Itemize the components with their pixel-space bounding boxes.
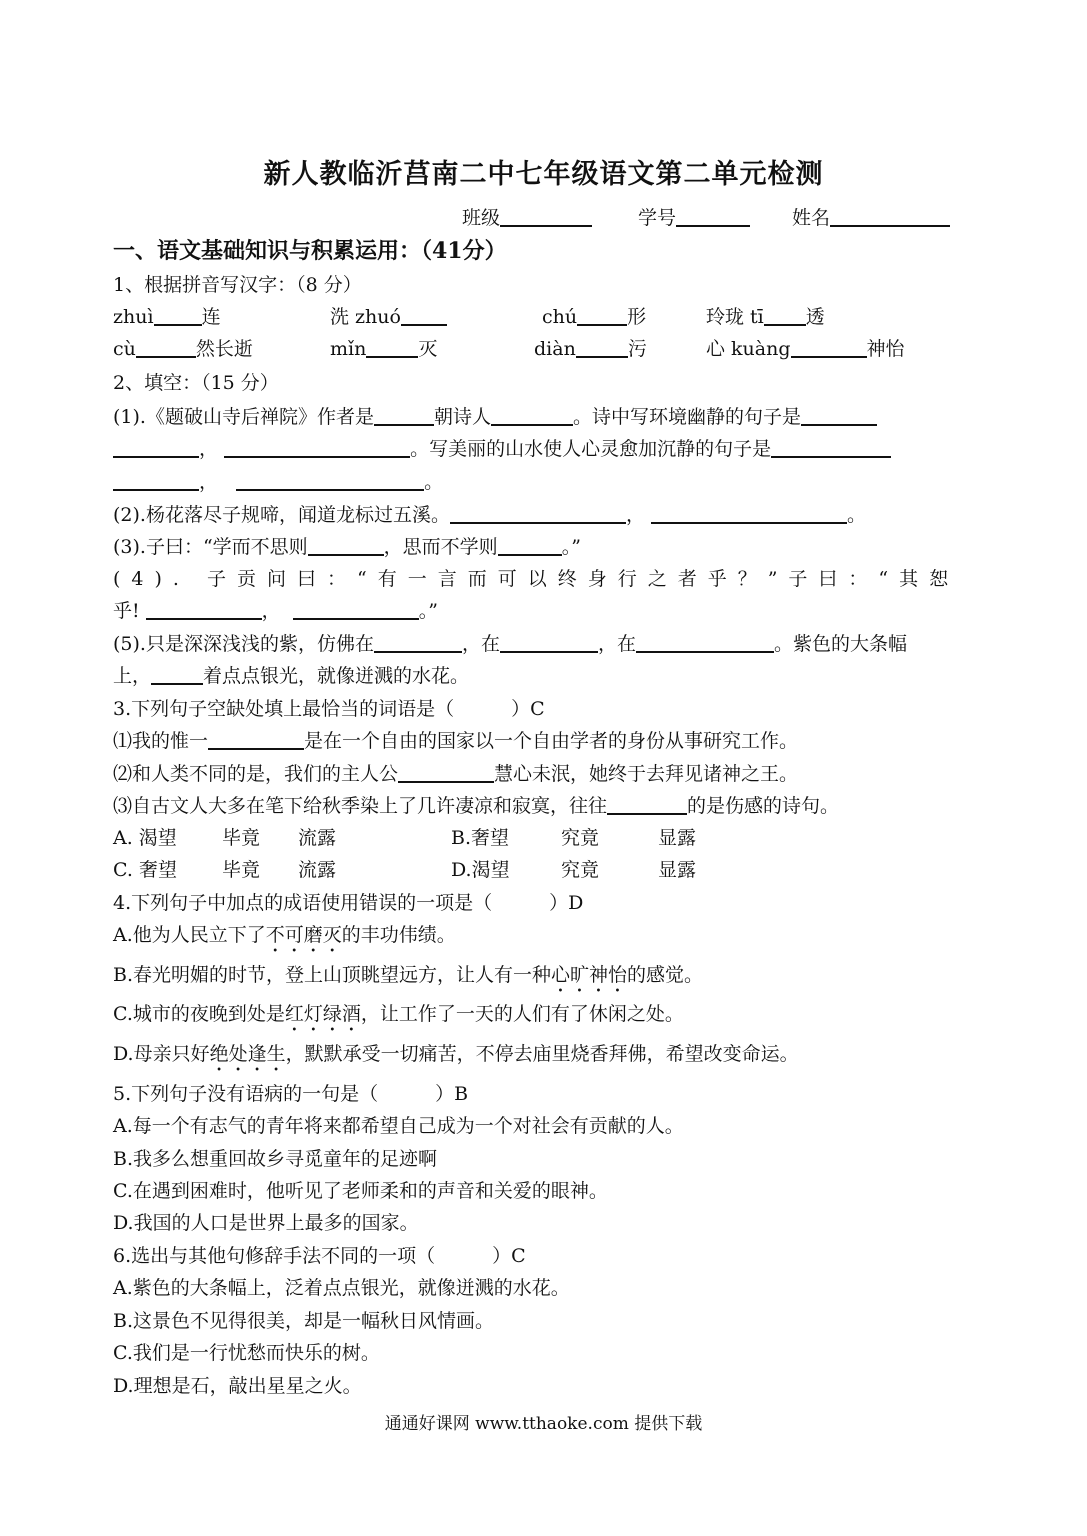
- q2-item-5-cont: 上， 着点点银光，就像迸溅的水花。: [113, 665, 470, 687]
- q2-item-3: (3).子曰：“学而不思则 ，思而不学则 。”: [113, 536, 581, 558]
- answer-blank[interactable]: [771, 436, 891, 458]
- answer-blank[interactable]: [154, 304, 202, 326]
- answer-blank[interactable]: [224, 436, 410, 458]
- q5-option-a: A.每一个有志气的青年将来都希望自己成为一个对社会有贡献的人。: [113, 1115, 684, 1137]
- q1-item: chú 形: [542, 306, 647, 328]
- q3-option-c-word: 毕竟: [222, 859, 261, 881]
- q3-option-d: D.渴望: [451, 859, 510, 881]
- q2-item-5: (5).只是深深浅浅的紫，仿佛在 ，在 ，在 。紫色的大条幅: [113, 633, 908, 655]
- q1-item: 玲珑 tī 透: [706, 306, 825, 328]
- section-heading: 一、语文基础知识与积累运用：（41分）: [113, 238, 507, 264]
- q4-option-c: C.城市的夜晚到处是红灯绿酒，让工作了一天的人们有了休闲之处。: [113, 1003, 684, 1025]
- q2-item-1: (1).《题破山寺后禅院》作者是 朝诗人 。诗中写环境幽静的句子是: [113, 404, 877, 430]
- q4-option-d: D.母亲只好绝处逢生，默默承受一切痛苦，不停去庙里烧香拜佛，希望改变命运。: [113, 1043, 799, 1065]
- q2-item-2: (2).杨花落尽子规啼，闻道龙标过五溪。 ， 。: [113, 504, 867, 526]
- q6-option-b: B.这景色不见得很美，却是一幅秋日风情画。: [113, 1310, 495, 1332]
- answer-blank[interactable]: [498, 534, 562, 556]
- answer-blank[interactable]: [764, 304, 806, 326]
- q3-heading: 3.下列句子空缺处填上最恰当的词语是（ ）C: [113, 698, 545, 720]
- q3-option-c: C. 奢望: [113, 859, 177, 881]
- name-blank[interactable]: [830, 205, 950, 227]
- q4-option-a: A.他为人民立下了不可磨灭的丰功伟绩。: [113, 924, 456, 946]
- q3-option-a-word: 毕竟: [222, 827, 261, 849]
- q2-item-1-cont: ， 。写美丽的山水使人心灵愈加沉静的句子是: [113, 436, 891, 462]
- answer-blank[interactable]: [577, 304, 627, 326]
- answer-blank[interactable]: [651, 502, 847, 524]
- student-number-field: [638, 205, 750, 231]
- answer-blank[interactable]: [374, 404, 434, 426]
- answer-blank[interactable]: [450, 502, 626, 524]
- number-label: 学号: [638, 207, 677, 229]
- q3-sentence-3: ⑶自古文人大多在笔下给秋季染上了几许凄凉和寂寞，往往 的是伤感的诗句。: [113, 795, 840, 817]
- number-blank[interactable]: [676, 205, 750, 227]
- answer-blank[interactable]: [366, 336, 418, 358]
- q4-heading: 4.下列句子中加点的成语使用错误的一项是（ ）D: [113, 892, 584, 914]
- dotted-idiom: 不可磨灭: [265, 924, 342, 946]
- q3-option-b-word: 究竟: [561, 827, 600, 849]
- answer-blank[interactable]: [801, 404, 877, 426]
- page-footer: 通通好课网 www.tthaoke.com 提供下载: [384, 1414, 703, 1434]
- answer-blank[interactable]: [151, 663, 203, 685]
- q2-heading: 2、填空：（15 分）: [113, 372, 279, 394]
- q5-option-d: D.我国的人口是世界上最多的国家。: [113, 1212, 419, 1234]
- answer-blank[interactable]: [636, 631, 774, 653]
- answer-blank[interactable]: [308, 534, 384, 556]
- answer-blank[interactable]: [374, 631, 462, 653]
- class-field: [462, 205, 592, 231]
- q2-item-1-cont2: ， 。: [113, 469, 443, 495]
- q1-item: 洗 zhuó: [330, 304, 447, 330]
- dotted-idiom: 心旷神怡: [551, 964, 628, 986]
- name-field: [792, 205, 950, 231]
- answer-blank[interactable]: [491, 404, 573, 426]
- answer-blank[interactable]: [401, 304, 447, 326]
- q6-option-c: C.我们是一行忧愁而快乐的树。: [113, 1342, 380, 1364]
- answer-blank[interactable]: [398, 761, 494, 783]
- q3-sentence-2: ⑵和人类不同的是，我们的主人公 慧心未泯，她终于去拜见诸神之王。: [113, 763, 799, 785]
- class-label: 班级: [462, 207, 501, 229]
- q3-sentence-1: ⑴我的惟一 是在一个自由的国家以一个自由学者的身份从事研究工作。: [113, 730, 799, 752]
- answer-blank[interactable]: [293, 598, 419, 620]
- answer-blank[interactable]: [208, 728, 304, 750]
- dotted-idiom: 红灯绿酒: [284, 1003, 361, 1025]
- q1-item: mǐn 灭: [330, 338, 438, 360]
- q5-option-b: B.我多么想重回故乡寻觅童年的足迹啊: [113, 1148, 438, 1170]
- q3-option-a-word: 流露: [298, 827, 337, 849]
- answer-blank[interactable]: [576, 336, 628, 358]
- q3-option-d-word: 究竟: [561, 859, 600, 881]
- q1-item: cù 然长逝: [113, 338, 253, 360]
- q5-option-c: C.在遇到困难时，他听见了老师柔和的声音和关爱的眼神。: [113, 1180, 608, 1202]
- q2-item-4-cont: 乎! ， 。”: [113, 600, 438, 622]
- answer-blank[interactable]: [146, 598, 262, 620]
- q4-option-b: B.春光明媚的时节，登上山顶眺望远方，让人有一种心旷神怡的感觉。: [113, 964, 704, 986]
- q1-heading: 1、根据拼音写汉字：（8 分）: [113, 274, 362, 296]
- q2-item-4: (4). 子贡问曰：“有一言而可以终身行之者乎？”子曰：“其恕: [113, 568, 960, 590]
- answer-blank[interactable]: [607, 793, 687, 815]
- q1-item: zhuì 连: [113, 306, 221, 328]
- class-blank[interactable]: [500, 205, 592, 227]
- answer-blank[interactable]: [113, 436, 199, 458]
- q6-option-d: D.理想是石，敲出星星之火。: [113, 1375, 362, 1397]
- answer-blank[interactable]: [113, 469, 199, 491]
- dotted-idiom: 绝处逢生: [209, 1043, 286, 1065]
- q1-item: diàn 污: [534, 338, 647, 360]
- answer-blank[interactable]: [500, 631, 598, 653]
- q6-option-a: A.紫色的大条幅上，泛着点点银光，就像迸溅的水花。: [113, 1277, 570, 1299]
- q3-option-c-word: 流露: [298, 859, 337, 881]
- q3-option-d-word: 显露: [658, 859, 697, 881]
- name-label: 姓名: [792, 207, 831, 229]
- q1-item: 心 kuàng 神怡: [706, 338, 905, 360]
- q3-option-b: B.奢望: [451, 827, 510, 849]
- answer-blank[interactable]: [236, 469, 424, 491]
- page-title: 新人教临沂莒南二中七年级语文第二单元检测: [263, 159, 824, 190]
- q3-option-b-word: 显露: [658, 827, 697, 849]
- q6-heading: 6.选出与其他句修辞手法不同的一项（ ）C: [113, 1245, 526, 1267]
- q3-option-a: A. 渴望: [113, 827, 177, 849]
- q5-heading: 5.下列句子没有语病的一句是（ ）B: [113, 1083, 469, 1105]
- answer-blank[interactable]: [136, 336, 196, 358]
- answer-blank[interactable]: [791, 336, 867, 358]
